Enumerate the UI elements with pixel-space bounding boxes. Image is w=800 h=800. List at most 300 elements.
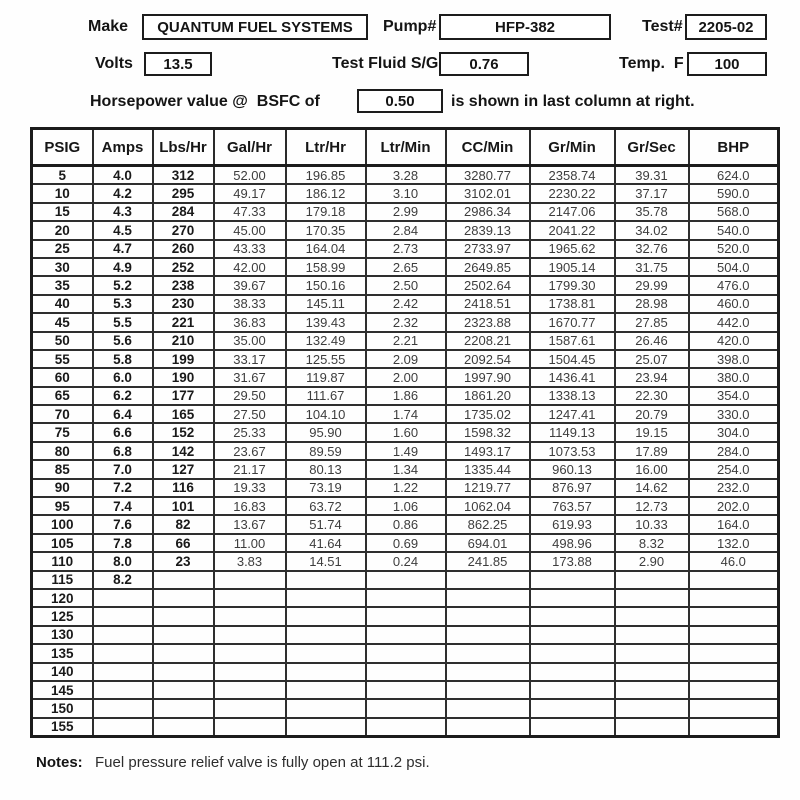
table-row <box>32 515 779 533</box>
volts-value: 13.5 <box>163 55 193 73</box>
table-cell: 26.46 <box>615 332 689 350</box>
table-cell: 75 <box>32 423 93 441</box>
table-cell <box>446 644 530 662</box>
table-cell: 2502.64 <box>446 276 530 294</box>
table-cell: 221 <box>153 313 214 331</box>
table-cell <box>366 644 446 662</box>
table-cell: 1.34 <box>366 460 446 478</box>
table-cell: 7.8 <box>93 534 153 552</box>
table-cell <box>446 718 530 737</box>
table-cell: 252 <box>153 258 214 276</box>
table-cell: 6.2 <box>93 387 153 405</box>
table-cell: 82 <box>153 515 214 533</box>
table-cell <box>615 681 689 699</box>
table-cell: 7.4 <box>93 497 153 515</box>
notes-text: Fuel pressure relief valve is fully open at 111.2 psi. <box>95 754 430 771</box>
table-cell <box>615 718 689 737</box>
table-cell: 80.13 <box>286 460 366 478</box>
table-cell: 16.00 <box>615 460 689 478</box>
table-cell: 284 <box>153 203 214 221</box>
table-cell: 30 <box>32 258 93 276</box>
table-cell <box>214 626 286 644</box>
table-cell: 2208.21 <box>446 332 530 350</box>
table-cell: 1219.77 <box>446 479 530 497</box>
temp-field <box>687 52 767 76</box>
table-cell: 179.18 <box>286 203 366 221</box>
table-cell: 17.89 <box>615 442 689 460</box>
table-cell: 8.2 <box>93 571 153 589</box>
table-cell: 150 <box>32 699 93 717</box>
table-cell: 29.50 <box>214 387 286 405</box>
table-cell <box>530 644 615 662</box>
table-cell: 85 <box>32 460 93 478</box>
temp-label: Temp. F <box>619 55 684 72</box>
table-cell: 304.0 <box>689 423 779 441</box>
table-cell: 173.88 <box>530 552 615 570</box>
table-cell: 2986.34 <box>446 203 530 221</box>
table-cell: 20 <box>32 221 93 239</box>
table-cell: 140 <box>32 663 93 681</box>
table-cell <box>446 663 530 681</box>
table-row <box>32 460 779 478</box>
table-cell: 186.12 <box>286 184 366 202</box>
table-cell <box>93 699 153 717</box>
table-row <box>32 663 779 681</box>
table-row <box>32 534 779 552</box>
column-header: Lbs/Hr <box>153 129 214 166</box>
table-row <box>32 258 779 276</box>
table-cell: 420.0 <box>689 332 779 350</box>
table-cell: 142 <box>153 442 214 460</box>
table-cell: 1335.44 <box>446 460 530 478</box>
table-cell: 22.30 <box>615 387 689 405</box>
column-header: BHP <box>689 129 779 166</box>
table-cell <box>214 681 286 699</box>
table-cell: 568.0 <box>689 203 779 221</box>
table-cell: 110 <box>32 552 93 570</box>
pump-label: Pump# <box>383 18 437 35</box>
table-cell <box>689 644 779 662</box>
table-cell <box>689 571 779 589</box>
table-cell: 2.42 <box>366 295 446 313</box>
table-cell <box>286 589 366 607</box>
table-row <box>32 221 779 239</box>
table-cell: 354.0 <box>689 387 779 405</box>
table-body <box>32 166 779 737</box>
table-cell <box>286 644 366 662</box>
table-cell: 37.17 <box>615 184 689 202</box>
table-cell: 6.8 <box>93 442 153 460</box>
table-cell: 260 <box>153 240 214 258</box>
table-row <box>32 626 779 644</box>
table-cell: 7.0 <box>93 460 153 478</box>
table-cell: 177 <box>153 387 214 405</box>
table-cell: 95 <box>32 497 93 515</box>
table-row <box>32 442 779 460</box>
table-row <box>32 203 779 221</box>
table-cell <box>530 681 615 699</box>
table-row <box>32 699 779 717</box>
table-cell <box>286 681 366 699</box>
table-cell: 4.0 <box>93 166 153 185</box>
table-cell: 3280.77 <box>446 166 530 185</box>
table-cell: 8.32 <box>615 534 689 552</box>
table-cell <box>93 663 153 681</box>
table-cell <box>214 699 286 717</box>
table-cell: 14.62 <box>615 479 689 497</box>
table-cell: 1247.41 <box>530 405 615 423</box>
table-cell <box>530 626 615 644</box>
column-header: CC/Min <box>446 129 530 166</box>
table-cell: 125 <box>32 607 93 625</box>
table-cell <box>286 571 366 589</box>
table-cell: 13.67 <box>214 515 286 533</box>
table-cell: 241.85 <box>446 552 530 570</box>
table-row <box>32 571 779 589</box>
table-cell: 21.17 <box>214 460 286 478</box>
test-fluid-sg-label: Test Fluid S/G <box>332 55 439 72</box>
table-cell: 2649.85 <box>446 258 530 276</box>
table-cell: 2.50 <box>366 276 446 294</box>
table-cell: 80 <box>32 442 93 460</box>
table-cell: 2733.97 <box>446 240 530 258</box>
table-cell: 46.0 <box>689 552 779 570</box>
table-header <box>32 129 779 166</box>
table-cell: 70 <box>32 405 93 423</box>
table-cell: 1493.17 <box>446 442 530 460</box>
table-cell: 145 <box>32 681 93 699</box>
table-row <box>32 607 779 625</box>
table-cell: 23.67 <box>214 442 286 460</box>
table-cell <box>286 718 366 737</box>
table-cell: 145.11 <box>286 295 366 313</box>
table-cell <box>446 589 530 607</box>
table-cell <box>366 718 446 737</box>
column-header: Gr/Min <box>530 129 615 166</box>
table-cell: 4.9 <box>93 258 153 276</box>
table-cell <box>214 718 286 737</box>
table-cell: 1062.04 <box>446 497 530 515</box>
table-cell: 14.51 <box>286 552 366 570</box>
table-cell: 590.0 <box>689 184 779 202</box>
table-cell: 34.02 <box>615 221 689 239</box>
make-field <box>142 14 368 40</box>
table-cell <box>153 663 214 681</box>
test-fluid-sg-field <box>439 52 529 76</box>
table-cell: 105 <box>32 534 93 552</box>
table-cell: 1735.02 <box>446 405 530 423</box>
table-cell <box>214 607 286 625</box>
table-cell: 12.73 <box>615 497 689 515</box>
table-cell <box>153 699 214 717</box>
table-cell: 295 <box>153 184 214 202</box>
pump-field <box>439 14 611 40</box>
table-cell: 135 <box>32 644 93 662</box>
table-cell: 2.99 <box>366 203 446 221</box>
table-cell <box>366 589 446 607</box>
table-cell: 73.19 <box>286 479 366 497</box>
volts-label: Volts <box>95 55 133 72</box>
test-fluid-sg-value: 0.76 <box>469 55 499 73</box>
make-value: QUANTUM FUEL SYSTEMS <box>157 18 353 36</box>
table-row <box>32 552 779 570</box>
table-row <box>32 332 779 350</box>
table-cell: 6.0 <box>93 368 153 386</box>
table-cell <box>530 718 615 737</box>
table-cell <box>93 644 153 662</box>
table-cell: 1338.13 <box>530 387 615 405</box>
table-cell: 10.33 <box>615 515 689 533</box>
table-cell: 1.22 <box>366 479 446 497</box>
table-header-row <box>32 129 779 166</box>
table-cell: 862.25 <box>446 515 530 533</box>
table-cell: 111.67 <box>286 387 366 405</box>
table-cell: 4.7 <box>93 240 153 258</box>
table-cell <box>153 644 214 662</box>
table-cell: 2.73 <box>366 240 446 258</box>
table-cell: 960.13 <box>530 460 615 478</box>
table-cell <box>366 571 446 589</box>
table-cell: 4.5 <box>93 221 153 239</box>
table-cell: 60 <box>32 368 93 386</box>
table-cell: 7.2 <box>93 479 153 497</box>
table-cell: 2839.13 <box>446 221 530 239</box>
table-row <box>32 313 779 331</box>
table-cell: 694.01 <box>446 534 530 552</box>
table-cell: 2092.54 <box>446 350 530 368</box>
table-cell: 158.99 <box>286 258 366 276</box>
table-cell <box>286 626 366 644</box>
table-cell <box>615 663 689 681</box>
table-cell: 0.69 <box>366 534 446 552</box>
table-cell: 2147.06 <box>530 203 615 221</box>
table-cell: 2.90 <box>615 552 689 570</box>
table-cell: 115 <box>32 571 93 589</box>
table-cell: 20.79 <box>615 405 689 423</box>
table-row <box>32 387 779 405</box>
table-row <box>32 681 779 699</box>
table-cell <box>366 699 446 717</box>
table-row <box>32 644 779 662</box>
table-cell <box>93 607 153 625</box>
table-cell: 23.94 <box>615 368 689 386</box>
table-cell: 312 <box>153 166 214 185</box>
table-cell <box>446 699 530 717</box>
table-cell: 498.96 <box>530 534 615 552</box>
table-cell <box>615 571 689 589</box>
table-cell <box>366 607 446 625</box>
table-cell <box>286 607 366 625</box>
table-row <box>32 368 779 386</box>
table-row <box>32 423 779 441</box>
table-cell: 5.5 <box>93 313 153 331</box>
bsfc-value: 0.50 <box>385 92 415 110</box>
table-cell: 1149.13 <box>530 423 615 441</box>
table-cell <box>530 571 615 589</box>
table-cell: 101 <box>153 497 214 515</box>
table-cell: 619.93 <box>530 515 615 533</box>
table-cell <box>366 663 446 681</box>
table-cell: 132.49 <box>286 332 366 350</box>
table-cell: 330.0 <box>689 405 779 423</box>
table-cell: 23 <box>153 552 214 570</box>
table-cell: 63.72 <box>286 497 366 515</box>
table-cell: 36.83 <box>214 313 286 331</box>
table-cell: 29.99 <box>615 276 689 294</box>
table-cell: 5 <box>32 166 93 185</box>
table-row <box>32 479 779 497</box>
temp-value: 100 <box>714 55 740 73</box>
table-cell: 3.83 <box>214 552 286 570</box>
table-cell: 2.09 <box>366 350 446 368</box>
table-cell: 398.0 <box>689 350 779 368</box>
table-cell: 230 <box>153 295 214 313</box>
table-cell: 39.31 <box>615 166 689 185</box>
table-cell <box>214 663 286 681</box>
table-cell: 4.2 <box>93 184 153 202</box>
table-cell <box>615 607 689 625</box>
table-row <box>32 184 779 202</box>
flow-data-table <box>30 127 780 738</box>
table-cell: 1.74 <box>366 405 446 423</box>
table-cell: 38.33 <box>214 295 286 313</box>
column-header: Gr/Sec <box>615 129 689 166</box>
table-cell: 35.78 <box>615 203 689 221</box>
table-cell: 504.0 <box>689 258 779 276</box>
table-cell: 5.6 <box>93 332 153 350</box>
table-cell <box>93 589 153 607</box>
table-row <box>32 497 779 515</box>
table-cell: 6.6 <box>93 423 153 441</box>
table-cell: 1965.62 <box>530 240 615 258</box>
table-cell: 442.0 <box>689 313 779 331</box>
table-cell: 2041.22 <box>530 221 615 239</box>
table-cell <box>153 571 214 589</box>
table-cell <box>153 626 214 644</box>
test-number-label: Test# <box>642 18 683 35</box>
table-cell: 284.0 <box>689 442 779 460</box>
table-cell: 155 <box>32 718 93 737</box>
table-cell: 11.00 <box>214 534 286 552</box>
table-cell: 35 <box>32 276 93 294</box>
table-cell: 460.0 <box>689 295 779 313</box>
table-cell: 5.3 <box>93 295 153 313</box>
table-cell <box>615 626 689 644</box>
table-cell <box>153 681 214 699</box>
table-cell <box>530 589 615 607</box>
table-cell: 2323.88 <box>446 313 530 331</box>
table-cell: 2.21 <box>366 332 446 350</box>
table-cell: 5.8 <box>93 350 153 368</box>
table-cell <box>286 699 366 717</box>
table-cell <box>530 663 615 681</box>
table-cell: 50 <box>32 332 93 350</box>
table-cell <box>615 644 689 662</box>
table-cell <box>530 607 615 625</box>
table-cell: 238 <box>153 276 214 294</box>
table-cell: 199 <box>153 350 214 368</box>
table-cell: 1587.61 <box>530 332 615 350</box>
table-cell <box>214 571 286 589</box>
column-header: Gal/Hr <box>214 129 286 166</box>
table-cell: 16.83 <box>214 497 286 515</box>
table-cell <box>446 607 530 625</box>
table-cell: 1504.45 <box>530 350 615 368</box>
table-cell: 104.10 <box>286 405 366 423</box>
table-cell <box>214 589 286 607</box>
table-cell <box>615 589 689 607</box>
table-cell: 520.0 <box>689 240 779 258</box>
table-cell: 33.17 <box>214 350 286 368</box>
table-cell: 6.4 <box>93 405 153 423</box>
table-cell: 165 <box>153 405 214 423</box>
table-cell <box>689 589 779 607</box>
table-cell <box>689 626 779 644</box>
table-cell: 8.0 <box>93 552 153 570</box>
table-cell: 132.0 <box>689 534 779 552</box>
table-cell: 876.97 <box>530 479 615 497</box>
table-cell: 196.85 <box>286 166 366 185</box>
table-cell <box>93 718 153 737</box>
table-cell: 41.64 <box>286 534 366 552</box>
table-cell: 90 <box>32 479 93 497</box>
table-cell: 1436.41 <box>530 368 615 386</box>
table-cell: 52.00 <box>214 166 286 185</box>
table-cell: 0.86 <box>366 515 446 533</box>
table-cell: 2230.22 <box>530 184 615 202</box>
table-cell: 7.6 <box>93 515 153 533</box>
table-cell: 0.24 <box>366 552 446 570</box>
table-cell: 4.3 <box>93 203 153 221</box>
table-cell <box>689 663 779 681</box>
table-cell: 1997.90 <box>446 368 530 386</box>
table-row <box>32 350 779 368</box>
table-cell: 42.00 <box>214 258 286 276</box>
table-row <box>32 166 779 185</box>
table-cell: 1738.81 <box>530 295 615 313</box>
test-number-field <box>685 14 767 40</box>
table-cell: 127 <box>153 460 214 478</box>
table-cell: 164.04 <box>286 240 366 258</box>
table-cell: 232.0 <box>689 479 779 497</box>
column-header: Ltr/Hr <box>286 129 366 166</box>
table-cell: 2.32 <box>366 313 446 331</box>
table-cell: 19.33 <box>214 479 286 497</box>
table-row <box>32 295 779 313</box>
table-cell: 202.0 <box>689 497 779 515</box>
table-cell: 45.00 <box>214 221 286 239</box>
column-header: Ltr/Min <box>366 129 446 166</box>
table-cell: 2418.51 <box>446 295 530 313</box>
make-label: Make <box>88 18 129 35</box>
horsepower-note-suffix: is shown in last column at right. <box>451 93 695 110</box>
table-cell: 170.35 <box>286 221 366 239</box>
table-cell: 55 <box>32 350 93 368</box>
horsepower-note-prefix: Horsepower value @ BSFC of <box>90 93 320 110</box>
table-cell <box>366 681 446 699</box>
table-cell <box>689 699 779 717</box>
table-cell: 1861.20 <box>446 387 530 405</box>
test-number-value: 2205-02 <box>698 18 754 36</box>
table-cell <box>689 718 779 737</box>
table-cell: 35.00 <box>214 332 286 350</box>
table-cell: 3.28 <box>366 166 446 185</box>
table-cell <box>153 718 214 737</box>
table-cell <box>446 681 530 699</box>
table-cell: 1670.77 <box>530 313 615 331</box>
table-cell <box>446 626 530 644</box>
table-cell: 19.15 <box>615 423 689 441</box>
